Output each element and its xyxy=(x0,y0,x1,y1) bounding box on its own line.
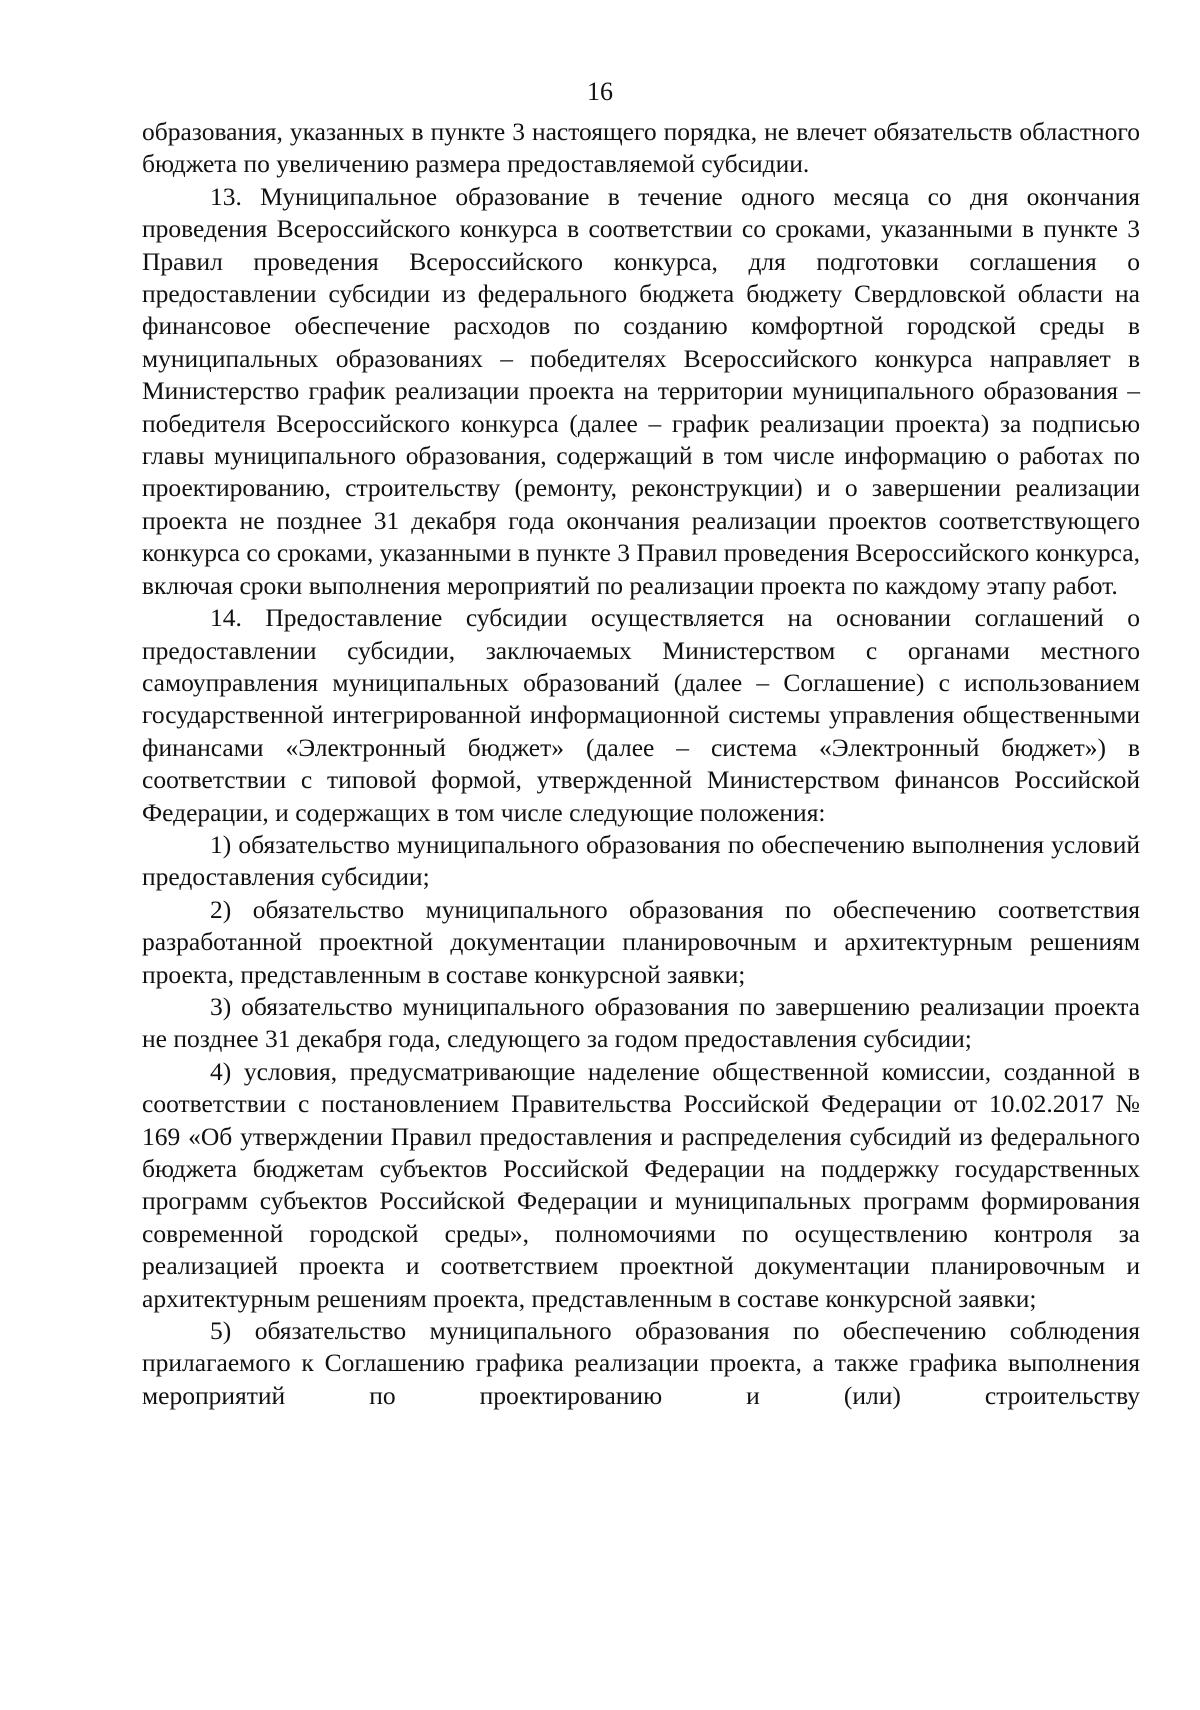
subitem-5: 5) обязательство муниципального образования по обеспечению соблюдения прилагаемого к Соглашению графика реализации проекта, а также графика выполнения мероприятий по проектированию и (или) строительству xyxy=(142,1316,1140,1410)
page-number: 16 xyxy=(587,77,613,106)
paragraph-item-14: 14. Предоставление субсидии осуществляется на основании соглашений о предоставлении субсидии, заключаемых Министерством с органами местного самоуправления муниципальных образований (далее – Соглашение) с использованием государственной интегрированной информационной системы управления общественными финансами «Электронный бюджет» (далее – система «Электронный бюджет») в соответствии с типовой формой, утвержденной Министерством финансов Российской Федерации, и содержащих в том числе следующие положения: xyxy=(142,603,1140,827)
subitem-4: 4) условия, предусматривающие наделение общественной комиссии, созданной в соответствии с постановлением Правительства Российской Федерации от 10.02.2017 № 169 «Об утверждении Правил предоставления и распределения субсидий из федерального бюджета бюджетам субъектов Российской Федерации на поддержку государственных программ субъектов Российской Федерации и муниципальных программ формирования современной городской среды», полномочиями по осуществлению контроля за реализацией проекта и соответствием проектной документации планировочным и архитектурным решениям проекта, представленным в составе конкурсной заявки; xyxy=(142,1056,1140,1313)
document-body xyxy=(142,116,1140,1412)
paragraph-continuation: образования, указанных в пункте 3 настоящего порядка, не влечет обязательств областного бюджета по увеличению размера предоставляемой субсидии. xyxy=(142,117,1140,179)
subitem-3: 3) обязательство муниципального образования по завершению реализации проекта не позднее 31 декабря года, следующего за годом предоставления субсидии; xyxy=(142,991,1140,1054)
subitem-1: 1) обязательство муниципального образования по обеспечению выполнения условий предоставления субсидии; xyxy=(142,829,1140,892)
subitem-2: 2) обязательство муниципального образования по обеспечению соответствия разработанной проектной документации планировочным и архитектурным решениям проекта, представленным в составе конкурсной заявки; xyxy=(142,894,1140,989)
paragraph-item-13: 13. Муниципальное образование в течение одного месяца со дня окончания проведения Всероссийского конкурса в соответствии со сроками, указанными в пункте 3 Правил проведения Всероссийского конкурса, для подготовки соглашения о предоставлении субсидии из федерального бюджета бюджету Свердловской области на финансовое обеспечение расходов по созданию комфортной городской среды в муниципальных образованиях – победителях Всероссийского конкурса направляет в Министерство график реализации проекта на территории муниципального образования – победителя Всероссийского конкурса (далее – график реализации проекта) за подписью главы муниципального образования, содержащий в том числе информацию о работах по проектированию, строительству (ремонту, реконструкции) и о завершении реализации проекта не позднее 31 декабря года окончания реализации проектов соответствующего конкурса со сроками, указанными в пункте 3 Правил проведения Всероссийского конкурса, включая сроки выполнения мероприятий по реализации проекта по каждому этапу работ. xyxy=(142,181,1140,600)
